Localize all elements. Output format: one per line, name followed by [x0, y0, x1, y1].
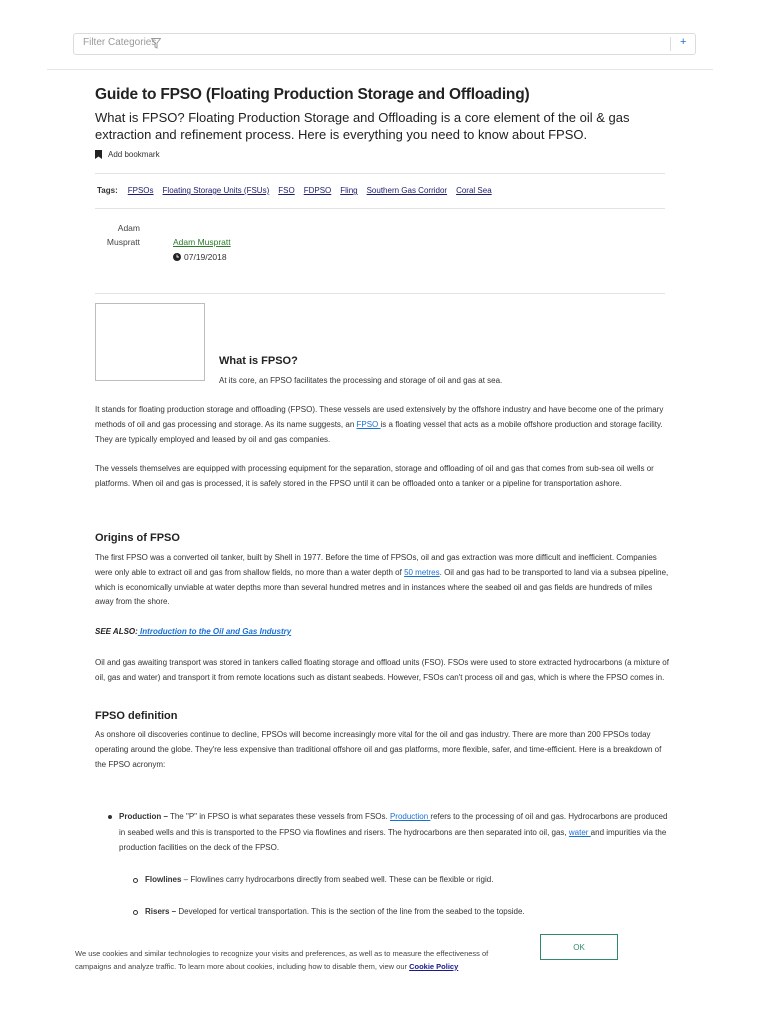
article-subtitle: What is FPSO? Floating Production Storage and Offloading is a core element of the oil & gas extraction and refinement process. Here is everything you need to know about FPSO. [95, 110, 630, 142]
author-avatar-alt-line: Adam [117, 223, 140, 233]
list-item [119, 809, 670, 856]
paragraph-text: It stands for floating production storage and offloading (FPSO). These vessels are used extensively by the offshore industry and have become one of the primary methods of oil and gas processing and storage. As its name suggests, an [95, 405, 664, 429]
production-link[interactable]: Production [389, 812, 431, 821]
author-name-link[interactable]: Adam Muspratt [173, 237, 231, 247]
publish-date [173, 252, 227, 262]
article-title: Guide to FPSO (Floating Production Storage and Offloading) [95, 86, 530, 103]
depth-link[interactable]: 50 metres [404, 567, 440, 577]
tag-link[interactable]: Floating Storage Units (FSUs) [162, 186, 270, 195]
tag-link[interactable]: Coral Sea [456, 186, 492, 195]
list-item-term: Risers – [145, 907, 177, 916]
divider [95, 293, 665, 294]
list-item-text: Developed for vertical transportation. This is the section of the line from the seabed to the topside. [176, 907, 525, 916]
paragraph [95, 551, 670, 610]
filter-funnel-icon [151, 38, 161, 49]
author-avatar [95, 221, 140, 249]
list-item-term: Production – [119, 812, 168, 821]
divider [95, 208, 665, 209]
cookie-policy-link[interactable]: Cookie Policy [409, 961, 459, 971]
see-also-label: SEE ALSO: [95, 627, 138, 636]
paragraph: As onshore oil discoveries continue to decline, FPSOs will become increasingly more vital for the oil and gas industry. There are more than 200 FPSOs today operating around the globe. They're less expensive than traditional offshore oil and gas platforms, more flexible, safer, and time-efficient. Here is a breakdown of the FPSO acronym: [95, 730, 662, 769]
cookie-ok-button[interactable]: OK [540, 934, 618, 960]
water-link[interactable]: water [568, 827, 591, 837]
tag-link[interactable]: Southern Gas Corridor [366, 186, 448, 195]
tag-link[interactable]: FPSOs [127, 186, 154, 195]
fpso-link[interactable]: FPSO [356, 419, 381, 429]
list-item [145, 904, 665, 920]
section-heading-what-is-fpso: What is FPSO? [219, 355, 298, 367]
filter-categories-bar[interactable] [73, 33, 696, 55]
publish-date-value: 07/19/2018 [184, 252, 227, 262]
filter-placeholder: Filter Categories [83, 37, 157, 48]
article-image-placeholder [95, 303, 205, 381]
paragraph-text: is a floating vessel that acts as a mobile offshore production and storage facility. They are typically employed and leased by oil and gas companies. [95, 419, 663, 444]
add-bookmark-label: Add bookmark [108, 150, 160, 159]
section-heading-definition: FPSO definition [95, 710, 178, 722]
list-item-text: – Flowlines carry hydrocarbons directly from seabed well. These can be flexible or rigid. [181, 875, 494, 884]
paragraph [95, 403, 670, 447]
list-item [145, 872, 665, 888]
bullet-circle [133, 910, 138, 915]
paragraph-text: . Oil and gas had to be transported to land via a subsea pipeline, which is economically unviable at water depths more than several hundred metres and in instances where the seabed oil and gas fields are hundreds of miles away from the shore. [95, 567, 669, 607]
tag-link[interactable]: Fling [340, 186, 358, 195]
see-also [95, 627, 291, 636]
header-divider [47, 69, 713, 70]
cookie-notice-text: We use cookies and similar technologies to recognize your visits and preferences, as well as to measure the effectiveness of campaigns and analyze traffic. To learn more about cookies, including how to disable them, view our [75, 949, 489, 971]
section-heading-origins: Origins of FPSO [95, 532, 180, 544]
paragraph: The vessels themselves are equipped with processing equipment for the separation, storage and offloading of oil and gas that comes from sub-sea oil wells or platforms. When oil and gas is processed, it is safely stored in the FPSO until it can be offloaded onto a tanker or a pipeline for transportation ashore. [95, 464, 654, 488]
paragraph: Oil and gas awaiting transport was stored in tankers called floating storage and offload units (FSO). FSOs were used to store extracted hydrocarbons (a mixture of oil, gas and water) and transport it from remote locations such as distant seabeds. However, FSOs can't process oil and gas, which is where the FPSO comes in. [95, 658, 669, 682]
list-item-text: refers to the processing of oil and gas. Hydrocarbons are produced in seabed wells and this is transported to the FPSO via flowlines and risers. The hydrocarbons are then separated into oil, gas, [119, 812, 668, 837]
list-item-text: The "P" in FPSO is what separates these vessels from FSOs. [167, 812, 390, 821]
list-item-term: Flowlines [145, 875, 182, 884]
add-bookmark-button[interactable] [95, 150, 160, 159]
paragraph-text: The first FPSO was a converted oil tanker, built by Shell in 1977. Before the time of FPSOs, oil and gas extraction was more difficult and inefficient. Companies were only able to extract oil and gas from shallow fields, no more than a water depth of [95, 553, 657, 577]
tags-row [97, 186, 501, 195]
filter-divider [670, 37, 671, 51]
cookie-notice [75, 948, 495, 973]
tag-link[interactable]: FDPSO [303, 186, 332, 195]
clock-icon [173, 253, 181, 261]
tags-label: Tags: [97, 186, 118, 195]
bookmark-icon [95, 150, 102, 159]
author-avatar-alt-line: Muspratt [106, 237, 140, 247]
list-item-text: and impurities via the production facilities on the deck of the FPSO. [119, 827, 667, 852]
filter-add-button[interactable]: + [680, 36, 687, 48]
section-intro-text: At its core, an FPSO facilitates the processing and storage of oil and gas at sea. [219, 376, 503, 385]
bullet-dot [108, 815, 112, 819]
tag-link[interactable]: FSO [278, 186, 295, 195]
bullet-circle [133, 878, 138, 883]
divider [95, 173, 665, 174]
see-also-link[interactable]: Introduction to the Oil and Gas Industry [137, 627, 292, 636]
